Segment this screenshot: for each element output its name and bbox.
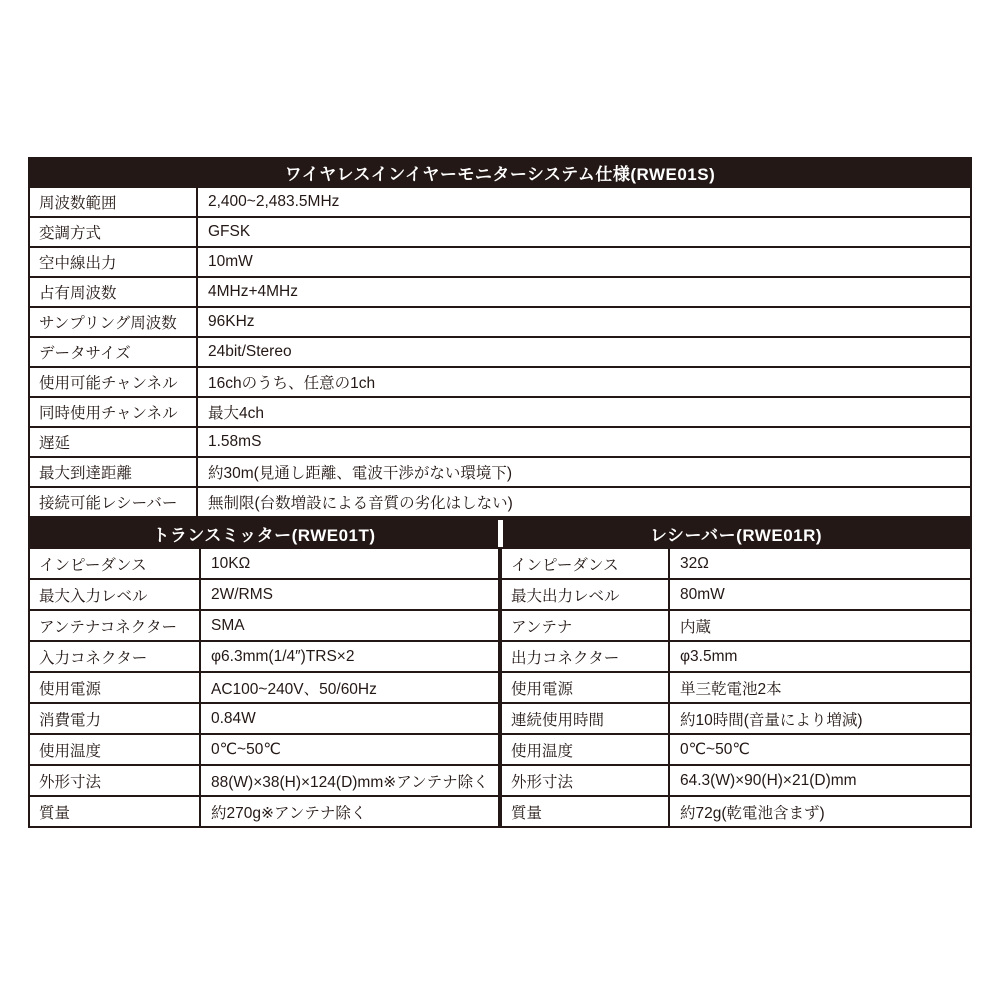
spec-row-label: データサイズ	[30, 338, 196, 366]
spec-row-label: 外形寸法	[502, 766, 668, 795]
spec-row-value: 2W/RMS	[201, 580, 498, 609]
spec-row-value: 単三乾電池2本	[670, 673, 970, 702]
spec-row-label: 入力コネクター	[30, 642, 199, 671]
spec-row-label: 消費電力	[30, 704, 199, 733]
spec-row-value: 1.58mS	[198, 428, 970, 456]
device-tables	[28, 518, 972, 828]
spec-row-label: 空中線出力	[30, 248, 196, 276]
spec-row-label: 遅延	[30, 428, 196, 456]
system-spec-table	[28, 157, 972, 518]
spec-row-label: 占有周波数	[30, 278, 196, 306]
spec-row-label: インピーダンス	[502, 549, 668, 578]
spec-row-value: 0.84W	[201, 704, 498, 733]
header-divider-gap	[498, 520, 503, 547]
spec-row-label: 外形寸法	[30, 766, 199, 795]
spec-row-value: SMA	[201, 611, 498, 640]
transmitter-table-title: トランスミッター(RWE01T)	[152, 526, 376, 545]
spec-row-value: 最大4ch	[198, 398, 970, 426]
spec-row-value: φ3.5mm	[670, 642, 970, 671]
spec-row-value: 10KΩ	[201, 549, 498, 578]
spec-row-label: 最大入力レベル	[30, 580, 199, 609]
spec-row-value: 約270g※アンテナ除く	[201, 797, 498, 826]
spec-row-value: 32Ω	[670, 549, 970, 578]
spec-row-value: 4MHz+4MHz	[198, 278, 970, 306]
system-table-title: ワイヤレスインイヤーモニターシステム仕様(RWE01S)	[284, 165, 716, 184]
spec-row-value: 88(W)×38(H)×124(D)mm※アンテナ除く	[201, 766, 498, 795]
spec-row-value: 96KHz	[198, 308, 970, 336]
spec-row-value: AC100~240V、50/60Hz	[201, 673, 498, 702]
spec-row-label: アンテナ	[502, 611, 668, 640]
spec-row-value: 約72g(乾電池含まず)	[670, 797, 970, 826]
spec-row-label: 接続可能レシーバー	[30, 488, 196, 516]
spec-row-label: 使用電源	[30, 673, 199, 702]
spec-row-value: 0℃~50℃	[670, 735, 970, 764]
spec-row-label: 使用電源	[502, 673, 668, 702]
spec-row-label: 連続使用時間	[502, 704, 668, 733]
spec-row-value: 約10時間(音量により増減)	[670, 704, 970, 733]
spec-row-label: 質量	[30, 797, 199, 826]
receiver-spec-table	[500, 518, 972, 828]
spec-row-value: 無制限(台数増設による音質の劣化はしない)	[198, 488, 970, 516]
spec-row-label: インピーダンス	[30, 549, 199, 578]
spec-row-value: 約30m(見通し距離、電波干渉がない環境下)	[198, 458, 970, 486]
spec-row-label: アンテナコネクター	[30, 611, 199, 640]
spec-row-value: GFSK	[198, 218, 970, 246]
spec-row-label: 最大出力レベル	[502, 580, 668, 609]
spec-row-value: 2,400~2,483.5MHz	[198, 188, 970, 216]
spec-row-value: 0℃~50℃	[201, 735, 498, 764]
spec-row-value: 64.3(W)×90(H)×21(D)mm	[670, 766, 970, 795]
spec-row-label: 出力コネクター	[502, 642, 668, 671]
transmitter-spec-table	[28, 518, 500, 828]
spec-row-label: 使用可能チャンネル	[30, 368, 196, 396]
spec-row-label: 同時使用チャンネル	[30, 398, 196, 426]
receiver-table-title: レシーバー(RWE01R)	[649, 526, 823, 545]
spec-sheet	[28, 157, 972, 828]
spec-row-label: 使用温度	[502, 735, 668, 764]
spec-row-label: 変調方式	[30, 218, 196, 246]
spec-row-value: 80mW	[670, 580, 970, 609]
spec-row-label: 最大到達距離	[30, 458, 196, 486]
spec-row-label: 質量	[502, 797, 668, 826]
spec-row-value: 内蔵	[670, 611, 970, 640]
spec-row-value: 24bit/Stereo	[198, 338, 970, 366]
spec-row-value: φ6.3mm(1/4″)TRS×2	[201, 642, 498, 671]
spec-row-label: サンプリング周波数	[30, 308, 196, 336]
spec-row-label: 周波数範囲	[30, 188, 196, 216]
spec-row-value: 10mW	[198, 248, 970, 276]
spec-row-label: 使用温度	[30, 735, 199, 764]
spec-row-value: 16chのうち、任意の1ch	[198, 368, 970, 396]
